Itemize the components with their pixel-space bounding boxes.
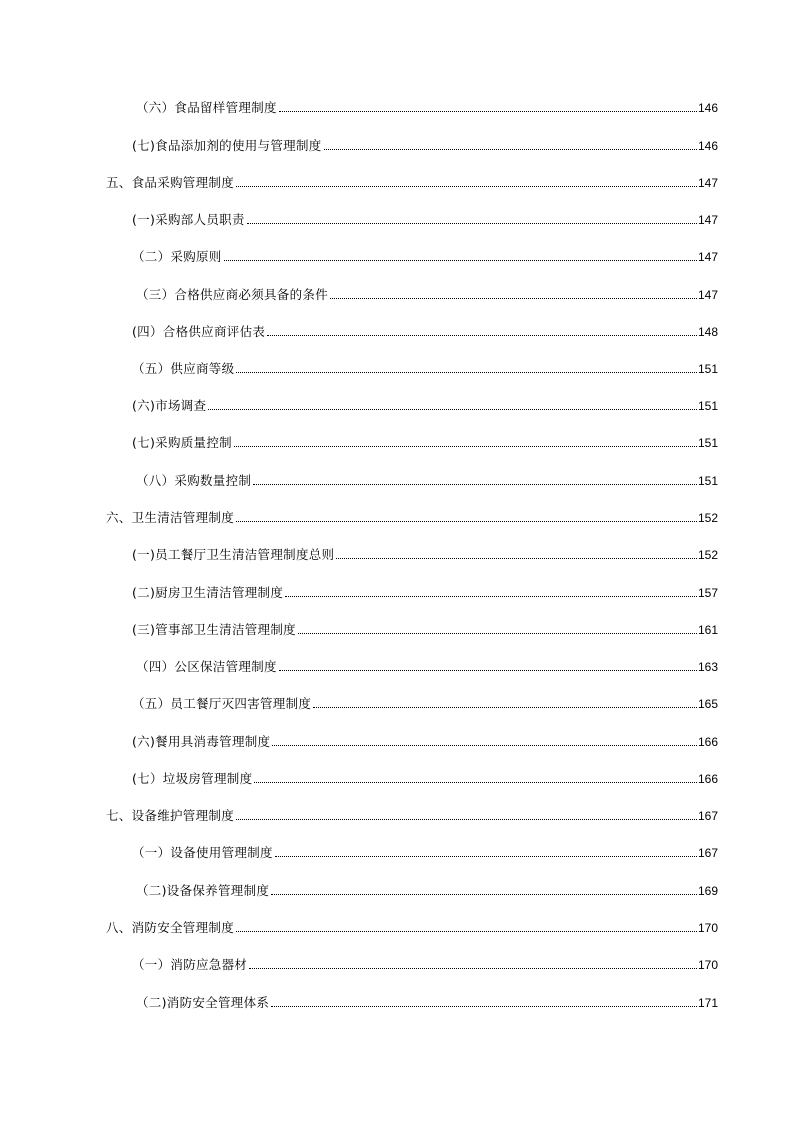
- toc-section-entry[interactable]: [106, 171, 718, 191]
- toc-entry[interactable]: [132, 841, 718, 861]
- toc-entry[interactable]: [132, 953, 718, 973]
- toc-entry[interactable]: [132, 320, 718, 340]
- toc-entry[interactable]: [132, 692, 718, 712]
- toc-leader-dots: [336, 558, 697, 559]
- toc-page-number: 147: [697, 213, 718, 227]
- toc-page-number: 151: [697, 399, 718, 413]
- toc-leader-dots: [279, 111, 697, 112]
- toc-leader-dots: [275, 856, 697, 857]
- toc-leader-dots: [313, 707, 697, 708]
- toc-entry-title: 七、设备维护管理制度: [106, 808, 235, 823]
- toc-entry[interactable]: [136, 283, 718, 303]
- toc-entry-title: (二)厨房卫生清洁管理制度: [132, 585, 284, 600]
- toc-leader-dots: [298, 633, 697, 634]
- toc-entry[interactable]: [132, 357, 718, 377]
- toc-entry-title: (一)员工餐厅卫生清洁管理制度总则: [132, 547, 335, 562]
- toc-page-number: 147: [697, 288, 718, 302]
- toc-entry[interactable]: [132, 618, 718, 638]
- toc-entry-title: （五）员工餐厅灭四害管理制度: [132, 696, 312, 711]
- toc-leader-dots: [330, 298, 697, 299]
- toc-entry-title: 六、卫生清洁管理制度: [106, 510, 235, 525]
- toc-leader-dots: [236, 372, 697, 373]
- toc-leader-dots: [224, 260, 697, 261]
- toc-page-number: 151: [697, 436, 718, 450]
- toc-entry-title: （八）采购数量控制: [136, 473, 252, 488]
- toc-entry[interactable]: [136, 655, 718, 675]
- toc-leader-dots: [236, 931, 697, 932]
- toc-leader-dots: [271, 894, 697, 895]
- toc-leader-dots: [236, 186, 697, 187]
- toc-leader-dots: [249, 968, 697, 969]
- toc-page-number: 148: [697, 325, 718, 339]
- toc-page-number: 157: [697, 586, 718, 600]
- toc-entry-title: （二)设备保养管理制度: [136, 883, 270, 898]
- toc-entry-title: 八、消防安全管理制度: [106, 920, 235, 935]
- toc-entry[interactable]: [136, 879, 718, 899]
- toc-page-number: 167: [697, 846, 718, 860]
- toc-leader-dots: [324, 149, 697, 150]
- toc-entry-title: （六）食品留样管理制度: [136, 100, 277, 115]
- toc-entry[interactable]: [136, 96, 718, 116]
- toc-page-number: 166: [697, 735, 718, 749]
- toc-page-number: 171: [697, 996, 718, 1010]
- toc-entry-title: （一）设备使用管理制度: [132, 845, 273, 860]
- toc-section-entry[interactable]: [106, 916, 718, 936]
- toc-entry-title: (三)管事部卫生清洁管理制度: [132, 622, 296, 637]
- toc-entry-title: （四）公区保洁管理制度: [136, 659, 277, 674]
- toc-entry[interactable]: [136, 991, 718, 1011]
- toc-entry[interactable]: [132, 730, 718, 750]
- toc-page-number: 161: [697, 623, 718, 637]
- toc-leader-dots: [267, 335, 697, 336]
- toc-leader-dots: [208, 409, 697, 410]
- toc-entry-title: (一)采购部人员职责: [132, 212, 245, 227]
- toc-leader-dots: [234, 446, 697, 447]
- toc-page-number: 152: [697, 548, 718, 562]
- toc-entry[interactable]: [132, 431, 718, 451]
- toc-entry-title: (七）垃圾房管理制度: [132, 771, 253, 786]
- toc-entry-title: （二）采购原则: [132, 249, 222, 264]
- toc-page-number: 146: [697, 101, 718, 115]
- toc-entry-title: （三）合格供应商必须具备的条件: [136, 287, 329, 302]
- toc-entry[interactable]: [132, 394, 718, 414]
- toc-entry-title: (六)餐用具消毒管理制度: [132, 734, 271, 749]
- toc-page-number: 151: [697, 474, 718, 488]
- toc-entry-title: (六)市场调查: [132, 398, 207, 413]
- toc-page-number: 147: [697, 250, 718, 264]
- toc-entry-title: (七)采购质量控制: [132, 435, 232, 450]
- toc-entry[interactable]: [132, 245, 718, 265]
- toc-entry[interactable]: [132, 543, 718, 563]
- toc-entry[interactable]: [132, 208, 718, 228]
- toc-leader-dots: [271, 1006, 697, 1007]
- toc-entry-title: （二)消防安全管理体系: [136, 995, 270, 1010]
- toc-page-number: 152: [697, 511, 718, 525]
- toc-page-number: 169: [697, 884, 718, 898]
- toc-entry-title: （五）供应商等级: [132, 361, 235, 376]
- toc-page-number: 166: [697, 772, 718, 786]
- toc-leader-dots: [247, 223, 697, 224]
- toc-leader-dots: [236, 819, 697, 820]
- toc-leader-dots: [236, 521, 697, 522]
- toc-page-number: 170: [697, 958, 718, 972]
- toc-entry[interactable]: [132, 134, 718, 154]
- toc-section-entry[interactable]: [106, 804, 718, 824]
- toc-entry-title: (四）合格供应商评估表: [132, 324, 266, 339]
- toc-entry-title: （一）消防应急器材: [132, 957, 248, 972]
- toc-page-number: 163: [697, 660, 718, 674]
- toc-page-number: 151: [697, 362, 718, 376]
- toc-entry-title: (七)食品添加剂的使用与管理制度: [132, 138, 322, 153]
- toc-page-number: 146: [697, 139, 718, 153]
- toc-page-number: 165: [697, 697, 718, 711]
- toc-page-number: 167: [697, 809, 718, 823]
- toc-page-number: 147: [697, 176, 718, 190]
- toc-entry-title: 五、食品采购管理制度: [106, 175, 235, 190]
- toc-leader-dots: [253, 484, 697, 485]
- toc-leader-dots: [279, 670, 697, 671]
- toc-entry[interactable]: [132, 581, 718, 601]
- toc-section-entry[interactable]: [106, 506, 718, 526]
- toc-leader-dots: [254, 782, 697, 783]
- toc-leader-dots: [272, 745, 697, 746]
- toc-entry[interactable]: [132, 767, 718, 787]
- toc-leader-dots: [285, 596, 697, 597]
- toc-entry[interactable]: [136, 469, 718, 489]
- toc-page-number: 170: [697, 921, 718, 935]
